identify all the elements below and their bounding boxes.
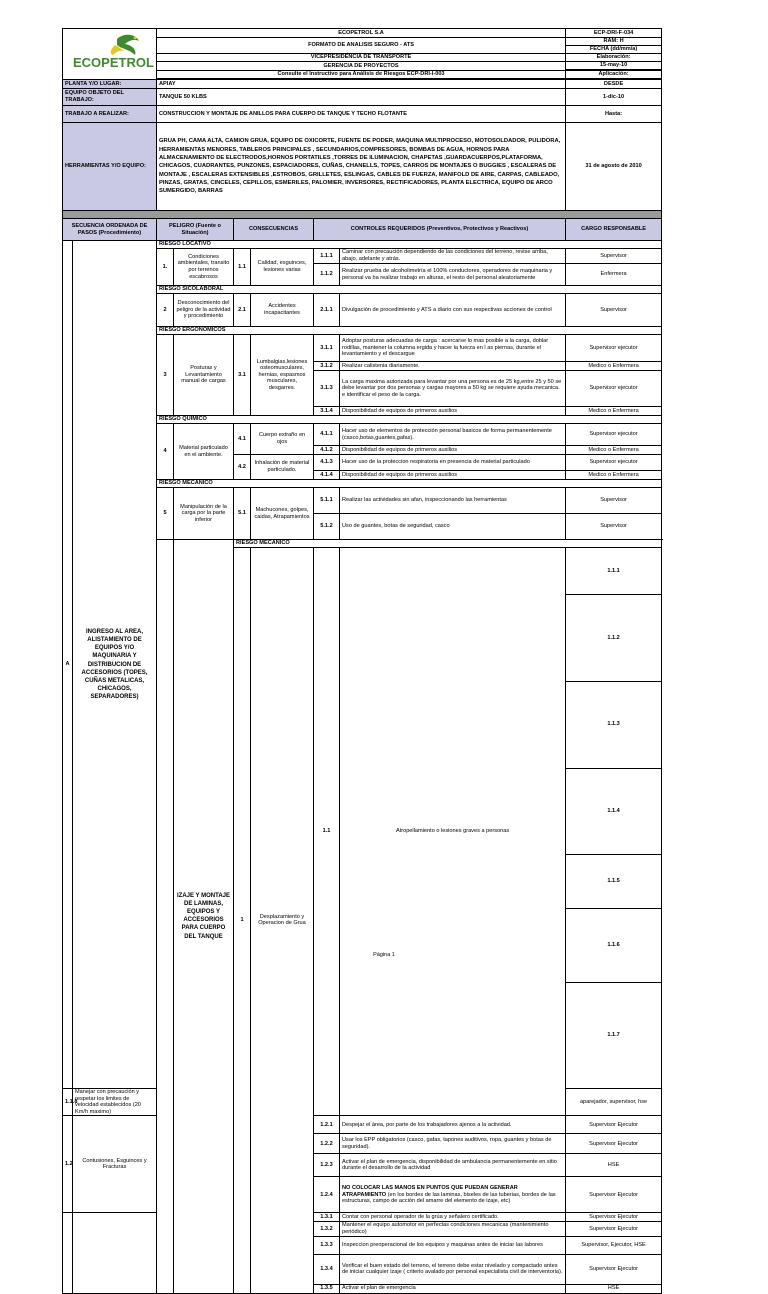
hazard-number: 2 — [157, 294, 174, 327]
consulte-instructivo: Consulte el Instructivo para Análisis de Riesgos ECP-DRI-I-003 — [157, 71, 566, 79]
control-number: 1.3.3 — [314, 1236, 340, 1254]
riesgo-sicolaboral: RIESGO SICOLABORAL — [157, 286, 662, 294]
control-text: Usar los EPP obligatorios (casco, gafas, tapones auditivos, ropa, guantes y botas de seguridad). — [340, 1134, 566, 1154]
cargo-responsable: HSE — [566, 1284, 662, 1293]
hazard-number: 4 — [157, 424, 174, 480]
section-b-letter — [157, 540, 174, 1294]
control-number: 3.1.1 — [314, 335, 340, 362]
format-title: FORMATO DE ANALISIS SEGURO - ATS — [157, 38, 566, 54]
control-number: 1.1.5 — [566, 855, 662, 909]
consequence-text: Lumbalgias,lesiones osteomusculares, hernias, espasmos musculares, desgarres. — [251, 335, 314, 416]
control-text: Divulgación de procedimiento y ATS a diario con sus respectivas acciones de control — [340, 294, 566, 327]
cargo-responsable: Supervisor — [566, 249, 662, 264]
control-number: 5.1.1 — [314, 488, 340, 514]
control-text: Caminar con precaución dependiendo de las condiciones del terreno, revise arriba, abajo, adelante y atrás. — [340, 249, 566, 264]
fecha-label: FECHA (dd/mm/a) — [566, 46, 662, 54]
cargo-responsable: HSE — [566, 1154, 662, 1177]
cargo-responsable: aparejador, supervisor, hse — [566, 1089, 662, 1116]
section-a-step: INGRESO AL AREA, ALISTAMIENTO DE EQUIPOS Y/O MAQUINARIA Y DISTRIBUCION DE ACCESORIOS (TOPES, CUÑAS METALICAS, CHICAGOS, SEPARADORES) — [73, 241, 157, 1089]
control-number: 1.2.2 — [314, 1134, 340, 1154]
elaboracion-date: 15-may-10 — [566, 62, 662, 70]
control-number: 1.1.8 — [63, 1089, 73, 1116]
planta-label: PLANTA Y/O LUGAR: — [63, 80, 157, 89]
consequence-number: 1.2 — [63, 1116, 73, 1213]
control-number: 4.1.2 — [314, 446, 340, 455]
hazard-source: Material particulado en el ambiente. — [174, 424, 234, 480]
control-number: 1.3.2 — [314, 1222, 340, 1236]
hazard-number: 1 — [234, 548, 251, 1294]
cargo-responsable: Supervisor — [566, 294, 662, 327]
control-number: 1.1.2 — [314, 264, 340, 286]
cargo-responsable: Enfermera — [566, 264, 662, 286]
col-peligro: PELIGRO (Fuente o Situación) — [157, 219, 234, 241]
control-number: 1.3.1 — [314, 1213, 340, 1222]
control-text: Contar con personal operador de la grúa y señalero certificado. — [340, 1213, 566, 1222]
consequence-text — [73, 1213, 157, 1293]
control-number: 4.1.1 — [314, 424, 340, 446]
col-secuencia: SECUENCIA ORDENADA DE PASOS (Procedimiento) — [63, 219, 157, 241]
cargo-responsable: Supervisor Ejecutor — [566, 1254, 662, 1284]
cargo-responsable: Supervisor — [566, 514, 662, 540]
cargo-responsable: Supervisor ejecutor — [566, 424, 662, 446]
control-text: La carga maxima autorizada para levantar por una persona es de 25 kg,entre 25 y 50 se debe levantar por dos personas y cargas mayores a 50 kg se requiere ayuda mecanica. e identificar el peso de la carga. — [340, 371, 566, 407]
hazard-source: Desconocimiento del peligro de la actividad y procedimiento — [174, 294, 234, 327]
control-text: Uso de guantes, botas de seguridad, casco — [340, 514, 566, 540]
logo-text: ECOPETROL — [73, 54, 154, 70]
hazard-source: Posturas y Levantamiento manual de cargas — [174, 335, 234, 416]
col-cargo: CARGO RESPONSABLE — [566, 219, 662, 241]
control-number: 1.1.1 — [566, 548, 662, 595]
consequence-number: 3.1 — [234, 335, 251, 416]
control-text: Hacer uso de la proteccion respiratoria en presencia de material particulado — [340, 455, 566, 471]
control-text: Realizar prueba de alcoholimetría el 100% conductores, operadores de maquinaria y personal va ha realizar trabajo en alturas, el resto del personal aleatoriamente — [340, 264, 566, 286]
hazard-source: Condiciones ambientales, transito por terrenos escabrosos — [174, 249, 234, 286]
logo-cell — [63, 29, 157, 80]
consequence-text: Contusiones, Esguinces y Fracturas — [73, 1116, 157, 1213]
cargo-responsable: Medico o Enfermera — [566, 471, 662, 480]
company-name: ECOPETROL S.A — [157, 29, 566, 38]
section-b-step: IZAJE Y MONTAJE DE LAMINAS, EQUIPOS Y ACCESORIOS PARA CUERPO DEL TANQUE — [174, 540, 234, 1294]
ram-label: RAM: H — [566, 38, 662, 46]
ats-form-table — [62, 28, 662, 1294]
equipo-value: TANQUE 50 KLBS — [157, 89, 566, 106]
control-number: 4.1.3 — [314, 455, 340, 471]
consequence-number — [63, 1213, 73, 1293]
equipo-label: EQUIPO OBJETO DEL TRABAJO: — [63, 89, 157, 106]
herramientas-value: GRUA PH, CAMA ALTA, CAMION GRUA, EQUIPO DE OXICORTE, FUENTE DE PODER, MAQUINA MULTIPROCESO, MOTOSOLDADOR, PULIDORA, HERRAMIENTAS MENORES, TABLEROS PRINCIPALES , SECUNDARIOS,COMPRESORES, BOMBAS DE AGUA, HORNOS PARA ALMACENAMIENTO DE ELECTRODOS,HORNOS PORTATILES ,TORRES DE ILUMINACION, CHAPETAS ,GUARDACUERPOS,PLATAFORMA, CHICAGOS, CUADRANTES, PUNZONES, ESPACIADORES, CUÑAS, CHANELLS, TOPES, CARROS DE MONTAJES O BUGGIES , ESCALERAS DE MONTAJE , ESCALERAS EXTENSIBLES ,ESTROBOS, GRILLETES, ESLINGAS, CABLES DE FUERZA, MANIFOLD DE AIRE, CARPAS, CABLEADO, PINZAS, GRATAS, CINCELES, CEPILLOS, ESMERILES, PALOMIER, INVERSORES, RECTIFICADORES, PLANTA ELECTRICA, EQUIPO DE ARCO SUMERGIDO, BARRAS — [157, 123, 566, 211]
control-text: Manejar con precaución y respetar los limites de velocidad establecidos (20 Km/h maximo) — [73, 1089, 157, 1116]
consequence-number: 5.1 — [234, 488, 251, 540]
consequence-text: Calidad, esguinces, lesiones varias — [251, 249, 314, 286]
control-text-bold: NO COLOCAR LAS MANOS EN PUNTOS QUE PUEDAN GENERAR ATRAPAMIENTO — [342, 1185, 518, 1198]
control-number: 1.2.3 — [314, 1154, 340, 1177]
cargo-responsable: Supervisor, Ejecutor, HSE — [566, 1236, 662, 1254]
control-number: 1.1.6 — [566, 909, 662, 983]
col-consecuencias: CONSECUENCIAS — [234, 219, 314, 241]
cargo-responsable: Supervisor Ejecutor — [566, 1134, 662, 1154]
control-text: Disponibilidad de equipos de primeros auxilios — [340, 446, 566, 455]
riesgo-mecanico: RIESGO MECANICO — [157, 480, 662, 488]
cargo-responsable: Supervisor Ejecutor — [566, 1116, 662, 1134]
control-text: Disponibilidad de equipos de primeros auxilios — [340, 407, 566, 416]
hasta-label: Hasta: — [566, 106, 662, 123]
riesgo-ergonomicos: RIESGO ERGONOMICOS — [157, 327, 662, 335]
cargo-responsable: Supervisor ejecutor — [566, 455, 662, 471]
control-text: Realizar calistenia diariamente. — [340, 362, 566, 371]
control-text: Activar el plan de emergencia, disponibilidad de ambulancia permanentemente en sitio durante el desarrollo de la actividad — [340, 1154, 566, 1177]
desde-date: 1-dic-10 — [566, 89, 662, 106]
page-footer: Página 1 — [373, 952, 395, 958]
control-text-rest: (en los bordes de las laminas, biseles de las tuberias, bordes de las estructuras, campo de acción del amarre del elemento de izaje, etc) — [342, 1191, 556, 1205]
control-number: 1.1.7 — [566, 982, 662, 1089]
control-number: 3.1.3 — [314, 371, 340, 407]
control-number: 1.1.4 — [566, 768, 662, 855]
cargo-responsable: Supervisor ejecutor — [566, 371, 662, 407]
trabajo-label: TRABAJO A REALIZAR: — [63, 106, 157, 123]
elaboracion-label: Elaboración: — [566, 54, 662, 62]
control-number: 1.1.2 — [566, 595, 662, 682]
ats-form-sheet — [62, 28, 661, 1294]
control-number: 1.1.3 — [566, 681, 662, 768]
control-number: 2.1.1 — [314, 294, 340, 327]
cargo-responsable: Supervisor Ejecutor — [566, 1213, 662, 1222]
control-number: 1.2.1 — [314, 1116, 340, 1134]
control-text: Disponibilidad de equipos de primeros auxilios — [340, 471, 566, 480]
aplicacion-label: Aplicación: — [566, 71, 662, 79]
control-text: Mantener el equipo automotor en perfectas condiciones mecanicas (mantenimiento periódico) — [340, 1222, 566, 1236]
col-controles: CONTROLES REQUERIDOS (Preventivos, Protectivos y Reactivos) — [314, 219, 566, 241]
vicepresidencia: VICEPRESIDENCIA DE TRANSPORTE — [157, 54, 566, 62]
cargo-responsable: Medico o Enfermera — [566, 407, 662, 416]
control-number: 1.3.5 — [314, 1284, 340, 1293]
control-text: Inspeccion preoperacional de los equipos y maquinas antes de iniciar las labores — [340, 1236, 566, 1254]
trabajo-value: CONSTRUCCION Y MONTAJE DE ANILLOS PARA CUERPO DE TANQUE Y TECHO FLOTANTE — [157, 106, 566, 123]
hazard-number: 1. — [157, 249, 174, 286]
cargo-responsable: Supervisor Ejecutor — [566, 1177, 662, 1213]
riesgo-quimico: RIESGO QUIMICO — [157, 416, 662, 424]
control-text — [340, 1177, 566, 1213]
cargo-responsable: Supervisor ejecutor — [566, 335, 662, 362]
control-number: 1.2.4 — [314, 1177, 340, 1213]
iguana-logo-icon — [65, 31, 155, 75]
riesgo-mecanico: RIESGO MECANICO — [234, 540, 662, 548]
cargo-responsable: Medico o Enfermera — [566, 362, 662, 371]
planta-value: APIAY — [157, 80, 566, 89]
hazard-source: Manipulación de la carga por la parte inferior — [174, 488, 234, 540]
hazard-source: Desplazamiento y Operacion de Grua — [251, 548, 314, 1294]
consequence-text: Accidentes incapacitantes — [251, 294, 314, 327]
control-text: Despejar el área, por parte de los trabajadores ajenos a la actividad. — [340, 1116, 566, 1134]
hazard-number: 3 — [157, 335, 174, 416]
consequence-number: 1.1 — [314, 548, 340, 1116]
control-text: Verificar el buen estado del terreno, el terreno debe estar nivelado y compactado antes de iniciar cualquier izaje ( criterio avalado por personal especialista civil de interventoria). — [340, 1254, 566, 1284]
control-text: Realizar las actividades sin afan, inspeccionando las herramientas — [340, 488, 566, 514]
hazard-number: 5 — [157, 488, 174, 540]
consequence-number: 1.1 — [234, 249, 251, 286]
control-number: 3.1.4 — [314, 407, 340, 416]
consequence-text: Cuerpo extraño en ojos — [251, 424, 314, 455]
gerencia: GERENCIA DE PROYECTOS — [157, 62, 566, 71]
control-text: Hacer uso de elementos de protección personal basicos de forma permanentemente (casco,botas,guantes,gafas). — [340, 424, 566, 446]
section-a-letter: A — [63, 241, 73, 1089]
consequence-text: Machucones, golpes, caidas, Atrapamientos — [251, 488, 314, 540]
control-text: Activar el plan de emergencia — [340, 1284, 566, 1293]
control-number: 4.1.4 — [314, 471, 340, 480]
divider-bar — [63, 211, 662, 219]
control-number: 1.1.1 — [314, 249, 340, 264]
consequence-number: 2.1 — [234, 294, 251, 327]
herramientas-label: HERRAMIENTAS Y/O EQUIPO: — [63, 123, 157, 211]
cargo-responsable: Medico o Enfermera — [566, 446, 662, 455]
cargo-responsable: Supervisor Ejecutor — [566, 1222, 662, 1236]
cargo-responsable: Supervisor — [566, 488, 662, 514]
control-number: 3.1.2 — [314, 362, 340, 371]
consequence-number: 4.2 — [234, 455, 251, 480]
hasta-date: 31 de agosto de 2010 — [566, 123, 662, 211]
control-number: 5.1.2 — [314, 514, 340, 540]
consequence-text: Inhalación de material particulado. — [251, 455, 314, 480]
riesgo-locativo: RIESGO LOCATIVO — [157, 241, 662, 249]
desde-label: DESDE — [566, 80, 662, 89]
control-number: 1.3.4 — [314, 1254, 340, 1284]
consequence-text: Atropellamiento o lesiones graves a personas — [340, 548, 566, 1116]
control-text: Adoptar posturas adecuadas de carga : acercarse lo mas posible a la carga, doblar rodillas, mantener la columna ergida y hacer la fuerza en l as piernas, durante el levantamiento y el descargue — [340, 335, 566, 362]
consequence-number: 4.1 — [234, 424, 251, 455]
form-code: ECP-DRI-F-034 — [566, 29, 662, 38]
